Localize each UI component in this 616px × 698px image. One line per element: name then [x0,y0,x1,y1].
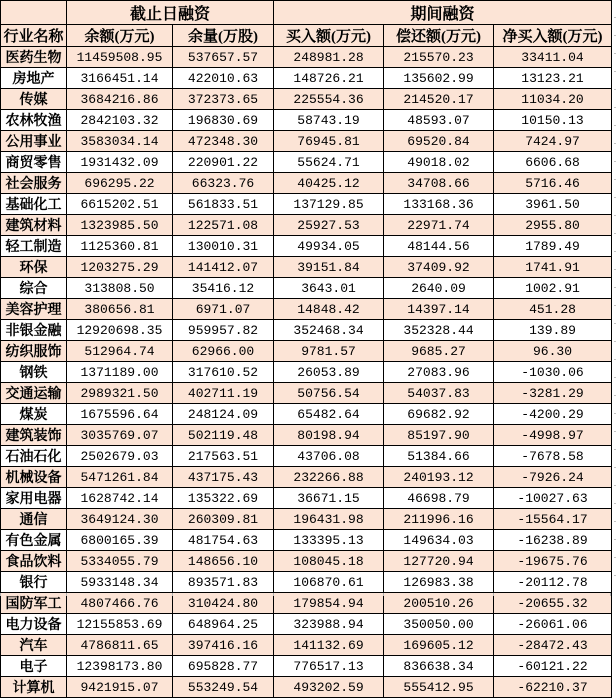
group-header-period[interactable]: 期间融资 [274,1,612,25]
value-cell[interactable]: 240193.12 [384,467,494,488]
value-cell[interactable]: 135322.69 [173,488,274,509]
value-cell[interactable]: 6606.68 [494,152,612,173]
value-cell[interactable]: -10027.63 [494,488,612,509]
value-cell[interactable]: 215570.23 [384,47,494,68]
table-body [1,47,612,698]
value-cell[interactable]: 62966.00 [173,341,274,362]
value-cell[interactable]: 13123.21 [494,68,612,89]
industry-name-cell[interactable]: 家用电器 [1,488,67,509]
corner-cell[interactable] [1,1,67,25]
table-row [1,299,612,320]
value-cell[interactable]: 1323985.50 [67,215,173,236]
table-row [1,467,612,488]
value-cell[interactable]: 50756.54 [274,383,384,404]
value-cell[interactable]: 9421915.07 [67,677,173,698]
value-cell[interactable]: 7424.97 [494,131,612,152]
value-cell[interactable]: 1203275.29 [67,257,173,278]
industry-name-cell[interactable]: 美容护理 [1,299,67,320]
column-header-repay[interactable]: 偿还额(万元) [384,25,494,47]
value-cell[interactable]: 1002.91 [494,278,612,299]
value-cell[interactable]: 14848.42 [274,299,384,320]
value-cell[interactable]: 127720.94 [384,551,494,572]
value-cell[interactable]: 437175.43 [173,467,274,488]
industry-name-cell[interactable]: 非银金融 [1,320,67,341]
value-cell[interactable]: 36671.15 [274,488,384,509]
value-cell[interactable]: 959957.82 [173,320,274,341]
industry-name-cell[interactable]: 计算机 [1,677,67,698]
value-cell[interactable]: 1371189.00 [67,362,173,383]
value-cell[interactable]: 69682.92 [384,404,494,425]
value-cell[interactable]: 893571.83 [173,572,274,593]
industry-name-cell[interactable]: 电子 [1,656,67,677]
gridline-stub [0,593,1,596]
value-cell[interactable]: 561833.51 [173,194,274,215]
value-cell[interactable]: 51384.66 [384,446,494,467]
value-cell[interactable]: 1741.91 [494,257,612,278]
table-row [1,215,612,236]
table-row [1,341,612,362]
value-cell[interactable]: 27083.96 [384,362,494,383]
table-row [1,236,612,257]
value-cell[interactable]: -19675.76 [494,551,612,572]
gridline-stub [273,593,274,596]
table-row [1,89,612,110]
value-cell[interactable]: -7678.58 [494,446,612,467]
industry-name-cell[interactable]: 电力设备 [1,614,67,635]
value-cell[interactable]: 352328.44 [384,320,494,341]
value-cell[interactable]: 96.30 [494,341,612,362]
value-cell[interactable]: 11034.20 [494,89,612,110]
industry-name-cell[interactable]: 传媒 [1,89,67,110]
value-cell[interactable]: 49934.05 [274,236,384,257]
value-cell[interactable]: 40425.12 [274,173,384,194]
gridline-stub [383,593,384,596]
industry-name-cell[interactable]: 医药生物 [1,47,67,68]
value-cell[interactable]: 35416.12 [173,278,274,299]
value-cell[interactable]: 76945.81 [274,131,384,152]
value-cell[interactable]: 148726.21 [274,68,384,89]
value-cell[interactable]: 3961.50 [494,194,612,215]
value-cell[interactable]: 25927.53 [274,215,384,236]
value-cell[interactable]: 6971.07 [173,299,274,320]
value-cell[interactable]: 12920698.35 [67,320,173,341]
value-cell[interactable]: 3643.01 [274,278,384,299]
value-cell[interactable]: 39151.84 [274,257,384,278]
value-cell[interactable]: 133395.13 [274,530,384,551]
industry-name-cell[interactable]: 综合 [1,278,67,299]
column-header-buy[interactable]: 买入额(万元) [274,25,384,47]
value-cell[interactable]: 695828.77 [173,656,274,677]
table-row [1,152,612,173]
industry-name-cell[interactable]: 机械设备 [1,467,67,488]
industry-name-cell[interactable]: 煤炭 [1,404,67,425]
value-cell[interactable]: 4786811.65 [67,635,173,656]
gridline-stub [172,593,173,596]
value-cell[interactable]: 232266.88 [274,467,384,488]
value-cell[interactable]: 225554.36 [274,89,384,110]
industry-name-cell[interactable]: 基础化工 [1,194,67,215]
value-cell[interactable]: 2989321.50 [67,383,173,404]
table-row [1,572,612,593]
value-cell[interactable]: 2640.09 [384,278,494,299]
value-cell[interactable]: 502119.48 [173,425,274,446]
value-cell[interactable]: 372373.65 [173,89,274,110]
industry-name-cell[interactable]: 国防军工 [1,593,67,614]
column-header-industry[interactable]: 行业名称 [1,25,67,47]
value-cell[interactable]: 422010.63 [173,68,274,89]
group-header-balance-date[interactable]: 截止日融资 [67,1,274,25]
value-cell[interactable]: 397416.16 [173,635,274,656]
industry-name-cell[interactable]: 环保 [1,257,67,278]
value-cell[interactable]: 5334055.79 [67,551,173,572]
value-cell[interactable]: 1675596.64 [67,404,173,425]
value-cell[interactable]: 141412.07 [173,257,274,278]
value-cell[interactable]: 6615202.51 [67,194,173,215]
value-cell[interactable]: 130010.31 [173,236,274,257]
value-cell[interactable]: 9685.27 [384,341,494,362]
value-cell[interactable]: 451.28 [494,299,612,320]
value-cell[interactable]: 3583034.14 [67,131,173,152]
value-cell[interactable]: 137129.85 [274,194,384,215]
value-cell[interactable]: 2955.80 [494,215,612,236]
value-cell[interactable]: 248124.09 [173,404,274,425]
column-header-balance[interactable]: 余额(万元) [67,25,173,47]
value-cell[interactable]: 1125360.81 [67,236,173,257]
value-cell[interactable]: 350050.00 [384,614,494,635]
value-cell[interactable]: 46698.79 [384,488,494,509]
table-row [1,488,612,509]
industry-name-cell[interactable]: 农林牧渔 [1,110,67,131]
value-cell[interactable]: -26061.06 [494,614,612,635]
value-cell[interactable]: 66323.76 [173,173,274,194]
industry-name-cell[interactable]: 纺织服饰 [1,341,67,362]
table-row [1,614,612,635]
value-cell[interactable]: -62210.37 [494,677,612,698]
table-row [1,530,612,551]
value-cell[interactable]: 85197.90 [384,425,494,446]
table-row [1,131,612,152]
value-cell[interactable]: 3035769.07 [67,425,173,446]
value-cell[interactable]: -7926.24 [494,467,612,488]
column-header-net-buy[interactable]: 净买入额(万元) [494,25,612,47]
value-cell[interactable]: 48144.56 [384,236,494,257]
value-cell[interactable]: 22971.74 [384,215,494,236]
value-cell[interactable]: 313808.50 [67,278,173,299]
value-cell[interactable]: 1789.49 [494,236,612,257]
value-cell[interactable]: 34708.66 [384,173,494,194]
value-cell[interactable]: 65482.64 [274,404,384,425]
value-cell[interactable]: -60121.22 [494,656,612,677]
value-cell[interactable]: 211996.16 [384,509,494,530]
value-cell[interactable]: 26053.89 [274,362,384,383]
value-cell[interactable]: 553249.54 [173,677,274,698]
value-cell[interactable]: -3281.29 [494,383,612,404]
value-cell[interactable]: 512964.74 [67,341,173,362]
value-cell[interactable]: 54037.83 [384,383,494,404]
value-cell[interactable]: 493202.59 [274,677,384,698]
value-cell[interactable]: 4807466.76 [67,593,173,614]
value-cell[interactable]: 472348.30 [173,131,274,152]
value-cell[interactable]: 3649124.30 [67,509,173,530]
table-row [1,257,612,278]
value-cell[interactable]: 196830.69 [173,110,274,131]
table-row [1,635,612,656]
value-cell[interactable]: 380656.81 [67,299,173,320]
value-cell[interactable]: -20112.78 [494,572,612,593]
value-cell[interactable]: 648964.25 [173,614,274,635]
value-cell[interactable]: 48593.07 [384,110,494,131]
value-cell[interactable]: 260309.81 [173,509,274,530]
table-row [1,383,612,404]
value-cell[interactable]: 217563.51 [173,446,274,467]
value-cell[interactable]: 3684216.86 [67,89,173,110]
value-cell[interactable]: -16238.89 [494,530,612,551]
value-cell[interactable]: -1030.06 [494,362,612,383]
value-cell[interactable]: 317610.52 [173,362,274,383]
table-row [1,425,612,446]
table-row [1,194,612,215]
value-cell[interactable]: 3166451.14 [67,68,173,89]
value-cell[interactable]: 43706.08 [274,446,384,467]
table-row [1,656,612,677]
table-row [1,362,612,383]
value-cell[interactable]: 402711.19 [173,383,274,404]
gridline-stub [610,593,611,596]
value-cell[interactable]: 1931432.09 [67,152,173,173]
value-cell[interactable]: 248981.28 [274,47,384,68]
industry-name-cell[interactable]: 石油石化 [1,446,67,467]
value-cell[interactable]: 537657.57 [173,47,274,68]
value-cell[interactable]: 169605.12 [384,635,494,656]
value-cell[interactable]: -20655.32 [494,593,612,614]
value-cell[interactable]: 108045.18 [274,551,384,572]
table-row [1,509,612,530]
value-cell[interactable]: -4200.29 [494,404,612,425]
industry-name-cell[interactable]: 商贸零售 [1,152,67,173]
value-cell[interactable]: 141132.69 [274,635,384,656]
industry-name-cell[interactable]: 轻工制造 [1,236,67,257]
value-cell[interactable]: 323988.94 [274,614,384,635]
value-cell[interactable]: 5716.46 [494,173,612,194]
value-cell[interactable]: -4998.97 [494,425,612,446]
value-cell[interactable]: 33411.04 [494,47,612,68]
industry-name-cell[interactable]: 交通运输 [1,383,67,404]
industry-name-cell[interactable]: 建筑装饰 [1,425,67,446]
value-cell[interactable]: -28472.43 [494,635,612,656]
value-cell[interactable]: 2842103.32 [67,110,173,131]
group-header-row [1,1,612,25]
value-cell[interactable]: 149634.03 [384,530,494,551]
value-cell[interactable]: 55624.71 [274,152,384,173]
value-cell[interactable]: 12398173.80 [67,656,173,677]
value-cell[interactable]: 135602.99 [384,68,494,89]
table-row [1,404,612,425]
value-cell[interactable]: 122571.08 [173,215,274,236]
industry-name-cell[interactable]: 有色金属 [1,530,67,551]
value-cell[interactable]: 9781.57 [274,341,384,362]
value-cell[interactable]: 5933148.34 [67,572,173,593]
industry-name-cell[interactable]: 食品饮料 [1,551,67,572]
industry-name-cell[interactable]: 社会服务 [1,173,67,194]
value-cell[interactable]: 11459508.95 [67,47,173,68]
industry-name-cell[interactable]: 钢铁 [1,362,67,383]
value-cell[interactable]: 139.89 [494,320,612,341]
table-row [1,110,612,131]
table-header [1,1,612,47]
table-row [1,68,612,89]
value-cell[interactable]: 126983.38 [384,572,494,593]
value-cell[interactable]: 1628742.14 [67,488,173,509]
industry-name-cell[interactable]: 银行 [1,572,67,593]
gridline-stub [493,593,494,596]
value-cell[interactable]: 69520.84 [384,131,494,152]
value-cell[interactable]: 836638.34 [384,656,494,677]
value-cell[interactable]: 214520.17 [384,89,494,110]
industry-name-cell[interactable]: 建筑材料 [1,215,67,236]
value-cell[interactable]: 555412.95 [384,677,494,698]
value-cell[interactable]: 776517.13 [274,656,384,677]
table-row [1,278,612,299]
value-cell[interactable]: 80198.94 [274,425,384,446]
value-cell[interactable]: 14397.14 [384,299,494,320]
industry-name-cell[interactable]: 通信 [1,509,67,530]
value-cell[interactable]: 10150.13 [494,110,612,131]
value-cell[interactable]: 220901.22 [173,152,274,173]
table-row [1,47,612,68]
table-row [1,173,612,194]
table-row [1,593,612,614]
value-cell[interactable]: 200510.26 [384,593,494,614]
value-cell[interactable]: 37409.92 [384,257,494,278]
value-cell[interactable]: 352468.34 [274,320,384,341]
value-cell[interactable]: 12155853.69 [67,614,173,635]
value-cell[interactable]: 58743.19 [274,110,384,131]
table-row [1,320,612,341]
industry-name-cell[interactable]: 房地产 [1,68,67,89]
value-cell[interactable]: 106870.61 [274,572,384,593]
value-cell[interactable]: 696295.22 [67,173,173,194]
value-cell[interactable]: 481754.63 [173,530,274,551]
value-cell[interactable]: 6800165.39 [67,530,173,551]
table-row [1,551,612,572]
value-cell[interactable]: 133168.36 [384,194,494,215]
value-cell[interactable]: 148656.10 [173,551,274,572]
value-cell[interactable]: 179854.94 [274,593,384,614]
industry-name-cell[interactable]: 汽车 [1,635,67,656]
column-header-volume[interactable]: 余量(万股) [173,25,274,47]
value-cell[interactable]: 2502679.03 [67,446,173,467]
column-header-row [1,25,612,47]
value-cell[interactable]: -15564.17 [494,509,612,530]
table-row [1,677,612,698]
value-cell[interactable]: 196431.98 [274,509,384,530]
value-cell[interactable]: 310424.80 [173,593,274,614]
gridline-stub [66,593,67,596]
industry-name-cell[interactable]: 公用事业 [1,131,67,152]
table-row [1,446,612,467]
value-cell[interactable]: 5471261.84 [67,467,173,488]
value-cell[interactable]: 49018.02 [384,152,494,173]
